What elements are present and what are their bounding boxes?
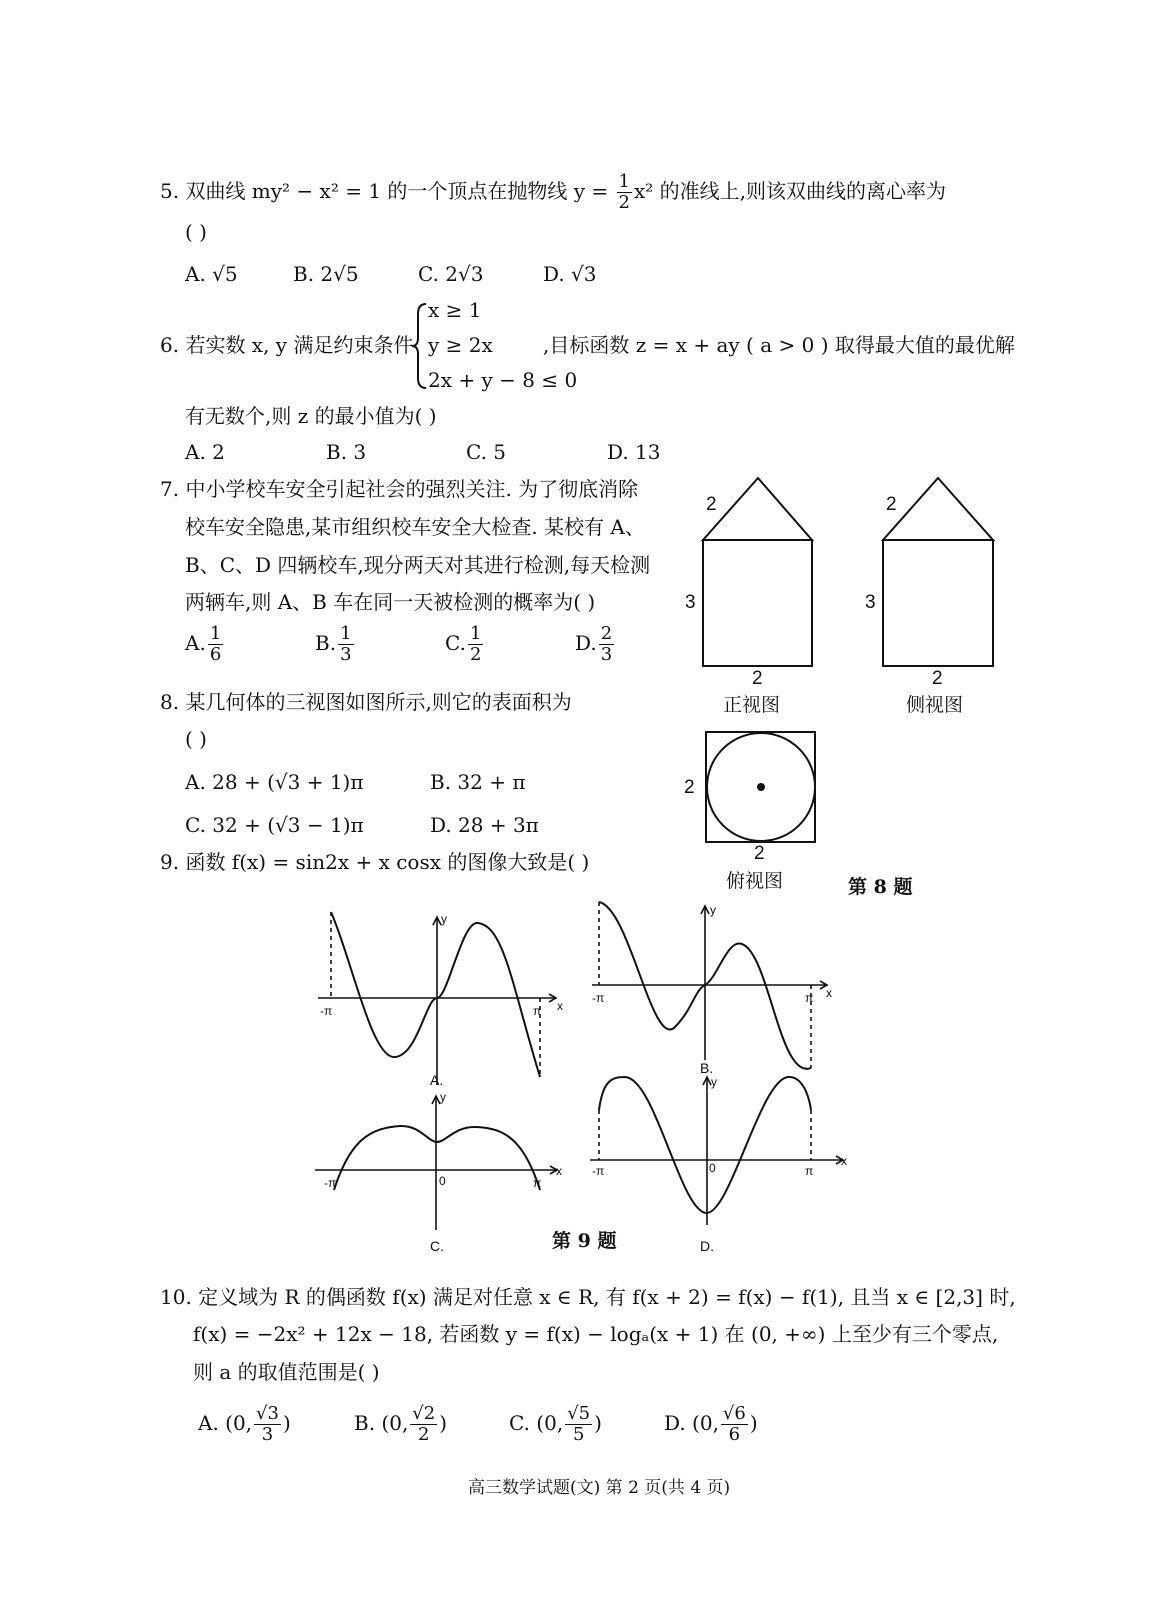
graph-b-pi: π xyxy=(805,991,814,1005)
q5-option-d: D. √3 xyxy=(543,262,597,286)
graph-b-letter: B. xyxy=(700,1060,714,1076)
q8-option-b: B. 32 + π xyxy=(430,770,526,794)
side-view-label: 侧视图 xyxy=(906,694,964,716)
q6-constraint-3: 2x + y − 8 ≤ 0 xyxy=(428,368,578,392)
graph-b-y: y xyxy=(710,903,716,917)
graph-b-x: x xyxy=(826,986,832,1000)
q7-option-a: A. $\frac{1}{6}$ xyxy=(185,623,222,665)
q10-line-3: 则 a 的取值范围是( ) xyxy=(193,1360,380,1384)
q5-option-a: A. √5 xyxy=(185,262,238,286)
q9-stem: 9. 函数 f(x) = sin2x + x cosx 的图像大致是( ) xyxy=(160,850,590,874)
q6-line2: 有无数个,则 z 的最小值为( ) xyxy=(185,404,437,428)
q8-option-d: D. 28 + 3π xyxy=(430,813,539,837)
graph-a-x: x xyxy=(557,999,563,1013)
graph-d-y: y xyxy=(711,1075,717,1089)
q5-fraction: $\frac{1}{2}$ xyxy=(618,171,630,213)
top-view-label: 俯视图 xyxy=(726,870,784,892)
q5-option-c: C. 2√3 xyxy=(418,262,484,286)
graph-d-pi: π xyxy=(805,1164,814,1178)
q7-line-3: B、C、D 四辆校车,现分两天对其进行检测,每天检测 xyxy=(185,553,651,577)
q10-line-2: f(x) = −2x² + 12x − 18, 若函数 y = f(x) − logₐ(x + 1) 在 (0, +∞) 上至少有三个零点, xyxy=(193,1322,999,1346)
q6-option-b: B. 3 xyxy=(326,440,367,464)
figure-9-caption: 第 9 题 xyxy=(552,1230,617,1252)
q6-option-c: C. 5 xyxy=(466,440,507,464)
q8-stem: 8. 某几何体的三视图如图所示,则它的表面积为 xyxy=(160,690,572,714)
q5-blank: ( ) xyxy=(185,220,207,244)
front-width-dim: 2 xyxy=(752,668,763,689)
q6-constraint-1: x ≥ 1 xyxy=(428,298,482,322)
q7-line-4: 两辆车,则 A、B 车在同一天被检测的概率为( ) xyxy=(185,590,596,614)
q8-option-a: A. 28 + (√3 + 1)π xyxy=(185,770,364,794)
q8-blank: ( ) xyxy=(185,727,207,751)
graph-a-y: y xyxy=(441,912,447,926)
graph-d-letter: D. xyxy=(700,1238,714,1254)
q7-option-d: D. $\frac{2}{3}$ xyxy=(575,623,613,665)
q10-option-b: B. (0, $\frac{√2}{2}$ ) xyxy=(354,1403,448,1445)
q7-option-c: C. $\frac{1}{2}$ xyxy=(445,623,482,665)
side-height-dim: 3 xyxy=(865,592,876,613)
graph-a-pi: π xyxy=(533,1004,542,1018)
side-slant-dim: 2 xyxy=(886,494,897,515)
graph-c-neg-pi: -π xyxy=(324,1176,337,1190)
front-height-dim: 3 xyxy=(685,592,696,613)
page-footer: 高三数学试题(文) 第 2 页(共 4 页) xyxy=(468,1478,731,1498)
graph-c-x: x xyxy=(556,1164,562,1178)
q10-option-d: D. (0, $\frac{√6}{6}$ ) xyxy=(664,1403,758,1445)
q5-stem: 5. 双曲线 my² − x² = 1 的一个顶点在抛物线 y = $\frac{1}{2}$ x² 的准线上,则该双曲线的离心率为 xyxy=(160,171,946,213)
q6-objective: ,目标函数 z = x + ay ( a > 0 ) 取得最大值的最优解 xyxy=(543,333,1015,357)
graph-c-origin: 0 xyxy=(439,1174,446,1188)
graph-d-neg-pi: -π xyxy=(592,1164,605,1178)
q6-option-d: D. 13 xyxy=(607,440,661,464)
graph-a-letter: A. xyxy=(430,1072,444,1088)
q6-intro: 6. 若实数 x, y 满足约束条件 xyxy=(160,333,414,357)
q8-option-c: C. 32 + (√3 − 1)π xyxy=(185,813,364,837)
q10-line-1: 10. 定义域为 R 的偶函数 f(x) 满足对任意 x ∈ R, 有 f(x + 2) = f(x) − f(1), 且当 x ∈ [2,3] 时, xyxy=(160,1285,1016,1309)
graph-d-origin: 0 xyxy=(709,1161,716,1175)
graph-c-y: y xyxy=(440,1090,446,1104)
front-slant-dim: 2 xyxy=(706,494,717,515)
q6-option-a: A. 2 xyxy=(185,440,225,464)
graph-b-neg-pi: -π xyxy=(592,991,605,1005)
graph-d-x: x xyxy=(841,1154,847,1168)
side-width-dim: 2 xyxy=(932,668,943,689)
q10-option-c: C. (0, $\frac{√5}{5}$ ) xyxy=(509,1403,602,1445)
q10-option-a: A. (0, $\frac{√3}{3}$ ) xyxy=(198,1403,291,1445)
q6-constraint-2: y ≥ 2x xyxy=(428,333,493,357)
q5-option-b: B. 2√5 xyxy=(293,262,359,286)
q7-line-2: 校车安全隐患,某市组织校车安全大检查. 某校有 A、 xyxy=(185,515,645,539)
figure-8-caption: 第 8 题 xyxy=(848,876,913,898)
graph-a-neg-pi: -π xyxy=(320,1004,333,1018)
q7-option-b: B. $\frac{1}{3}$ xyxy=(315,623,352,665)
q7-line-1: 7. 中小学校车安全引起社会的强烈关注. 为了彻底消除 xyxy=(160,477,639,501)
front-view-label: 正视图 xyxy=(723,694,781,716)
graph-c-letter: C. xyxy=(430,1238,444,1254)
graph-c-pi: π xyxy=(533,1176,542,1190)
top-bottom-dim: 2 xyxy=(754,843,765,864)
top-side-dim: 2 xyxy=(684,777,695,798)
